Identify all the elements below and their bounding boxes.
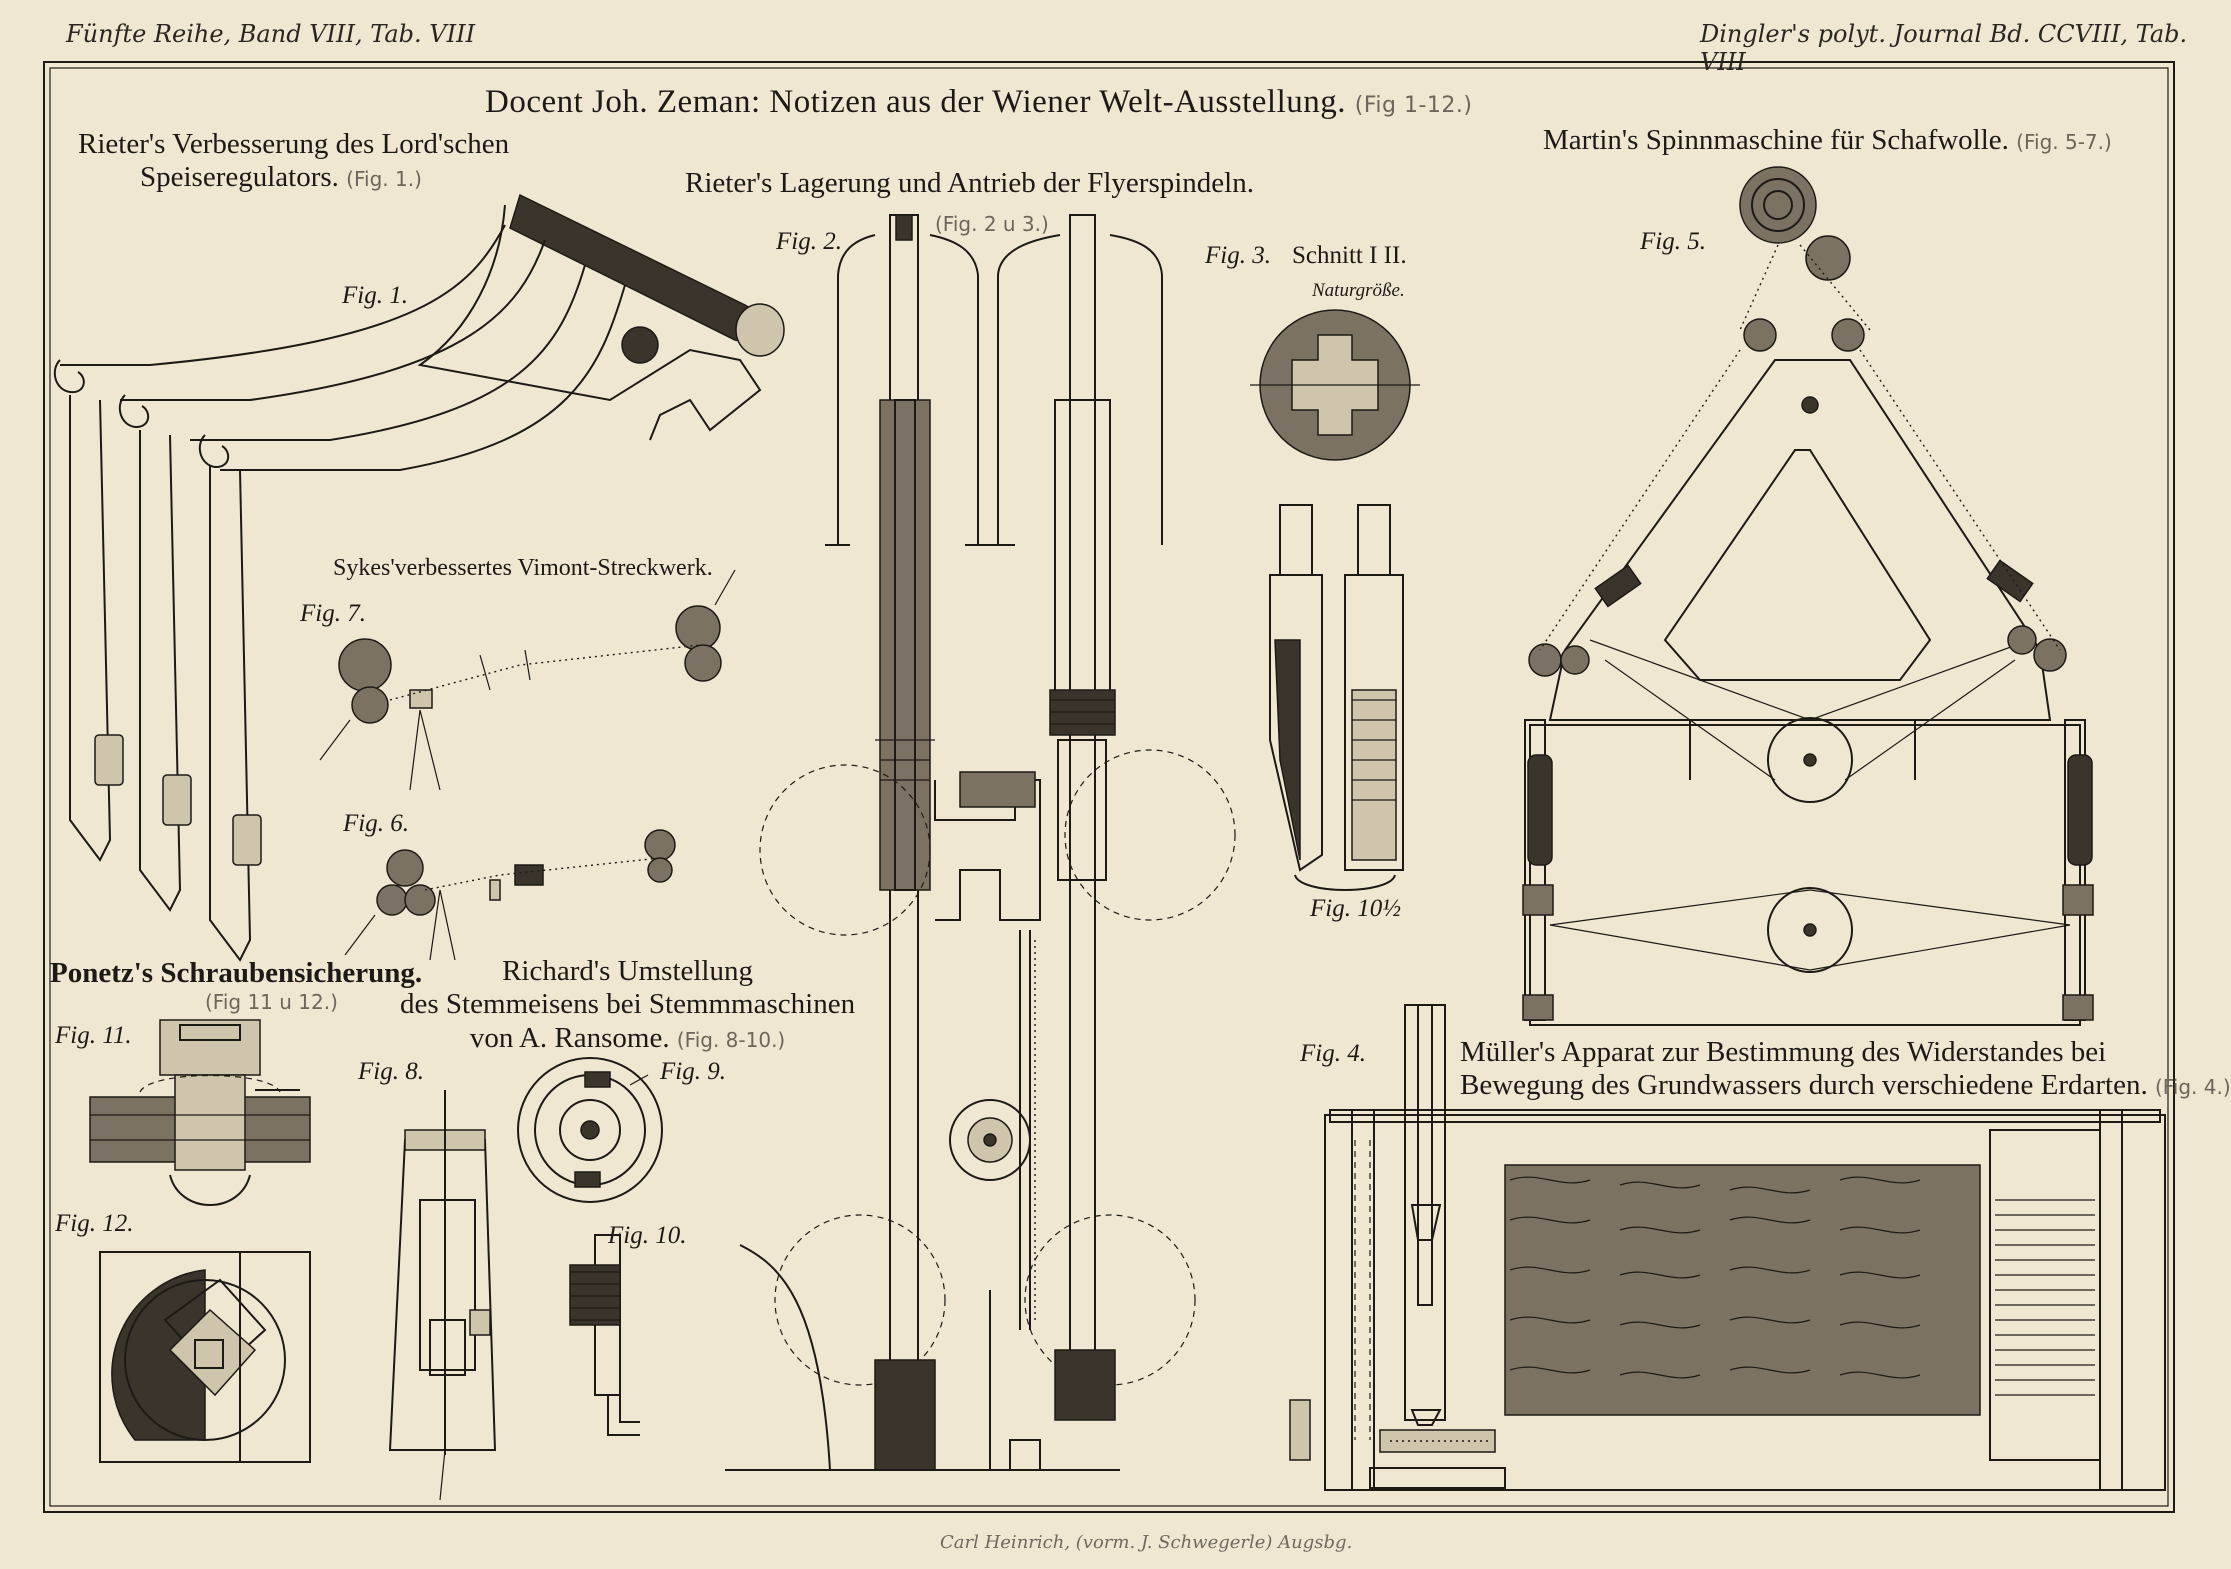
rieter-spindles-text: Rieter's Lagerung und Antrieb der Flyerspindeln. bbox=[685, 167, 1254, 199]
martin-ref: (Fig. 5-7.) bbox=[2016, 130, 2112, 154]
mueller-line2: Bewegung des Grundwassers durch verschiedene Erdarten. bbox=[1460, 1069, 2148, 1102]
fig10half-drawing bbox=[1270, 505, 1403, 890]
richard-line1: Richard's Umstellung bbox=[502, 955, 753, 987]
mueller-line1: Müller's Apparat zur Bestimmung des Widerstandes bei bbox=[1460, 1036, 2107, 1068]
rieter-regulator-line1: Rieter's Verbesserung des Lord'schen bbox=[78, 128, 510, 160]
rieter-spindles-ref: (Fig. 2 u 3.) bbox=[935, 212, 1049, 236]
fig11-label: Fig. 11. bbox=[55, 1022, 132, 1049]
title-ref: (Fig 1-12.) bbox=[1354, 93, 1473, 118]
richard-line3: von A. Ransome. bbox=[469, 1021, 670, 1054]
section-martin bbox=[1543, 124, 2112, 157]
section-ponetz bbox=[50, 957, 422, 990]
fig9-label: Fig. 9. bbox=[660, 1058, 726, 1085]
fig12-drawing bbox=[100, 1252, 310, 1462]
martin-text: Martin's Spinnmaschine für Schafwolle. bbox=[1543, 124, 2009, 156]
fig5-drawing bbox=[1523, 167, 2093, 1025]
section-rieter-regulator bbox=[78, 128, 509, 195]
fig12-label: Fig. 12. bbox=[55, 1210, 134, 1237]
header-right: Dingler's polyt. Journal Bd. CCVIII, Tab. VIII bbox=[1700, 20, 2188, 76]
fig8-label: Fig. 8. bbox=[358, 1058, 424, 1085]
sykes-text: Sykes'verbessertes Vimont-Streckwerk. bbox=[333, 555, 713, 581]
rieter-regulator-ref: (Fig. 1.) bbox=[346, 167, 422, 192]
fig10-drawing bbox=[570, 1235, 640, 1435]
fig3-note: Naturgröße. bbox=[1312, 280, 1405, 301]
ponetz-text: Ponetz's Schraubensicherung. bbox=[50, 957, 423, 989]
rieter-regulator-line2: Speiseregulators. bbox=[140, 161, 339, 194]
header-left: Fünfte Reihe, Band VIII, Tab. VIII bbox=[66, 20, 476, 48]
title-main: Docent Joh. Zeman: Notizen aus der Wiener Welt-Ausstellung. bbox=[485, 84, 1346, 120]
richard-line2: des Stemmeisens bei Stemmmaschinen bbox=[400, 988, 856, 1021]
fig9-drawing bbox=[518, 1058, 662, 1202]
fig7-drawing bbox=[320, 570, 735, 790]
richard-ref: (Fig. 8-10.) bbox=[676, 1027, 786, 1052]
fig1-label: Fig. 1. bbox=[342, 282, 408, 309]
section-sykes bbox=[333, 555, 713, 583]
mueller-ref: (Fig. 4.) bbox=[2154, 1075, 2231, 1100]
fig10half-label: Fig. 10½ bbox=[1310, 895, 1401, 922]
fig6-label: Fig. 6. bbox=[343, 810, 409, 837]
fig7-label: Fig. 7. bbox=[300, 600, 366, 627]
page-title bbox=[485, 84, 1472, 121]
section-richard bbox=[400, 955, 855, 1055]
fig5-label: Fig. 5. bbox=[1640, 228, 1706, 255]
fig3-drawing bbox=[1250, 310, 1420, 460]
fig2-label: Fig. 2. bbox=[776, 228, 842, 255]
fig6-drawing bbox=[345, 830, 675, 960]
fig4-label: Fig. 4. bbox=[1300, 1040, 1366, 1067]
footer-imprint: Carl Heinrich, (vorm. J. Schwegerle) Augsbg. bbox=[940, 1532, 1353, 1553]
fig2-drawing bbox=[725, 215, 1235, 1470]
section-rieter-spindles bbox=[685, 167, 1254, 200]
fig8-drawing bbox=[390, 1090, 495, 1500]
ponetz-ref: (Fig 11 u 12.) bbox=[205, 990, 338, 1014]
section-mueller bbox=[1460, 1036, 2231, 1103]
fig10-label: Fig. 10. bbox=[608, 1222, 687, 1249]
fig3-sublabel: Schnitt I II. bbox=[1292, 242, 1407, 269]
fig3-label: Fig. 3. bbox=[1205, 242, 1271, 269]
